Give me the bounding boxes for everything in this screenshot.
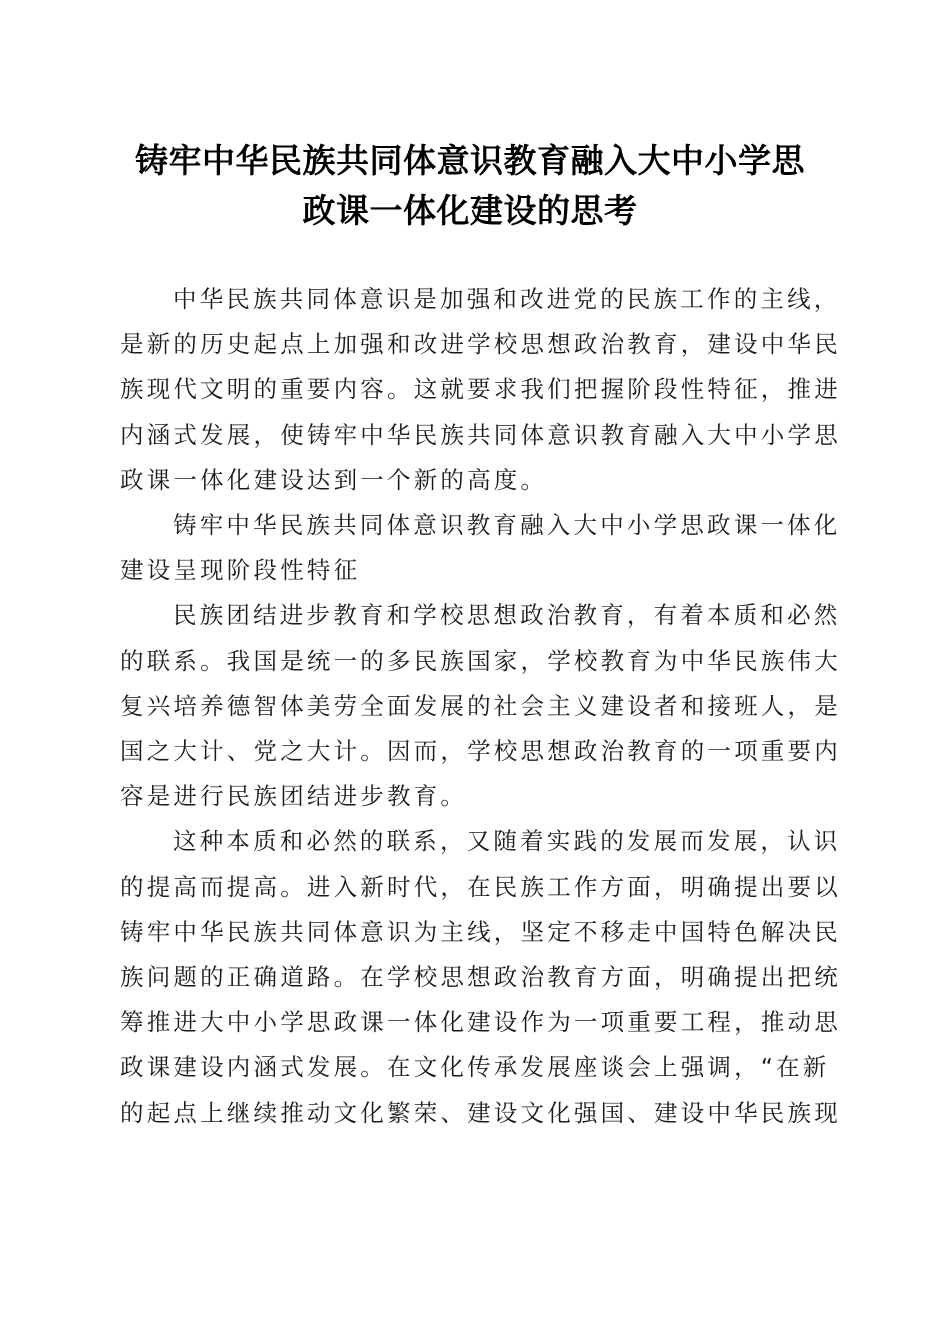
text-line: 中华民族共同体意识是加强和改进党的民族工作的主线， <box>173 285 841 313</box>
document-body <box>120 277 841 1136</box>
paragraph-4 <box>120 819 841 1135</box>
text-line: 筹推进大中小学思政课一体化建设作为一项重要工程，推动思 <box>120 1008 841 1037</box>
text-line: 的联系。我国是统一的多民族国家，学校教育为中华民族伟大 <box>120 646 841 675</box>
text-line: 内涵式发展，使铸牢中华民族共同体意识教育融入大中小学思 <box>120 420 841 449</box>
text-line: 的起点上继续推动文化繁荣、建设文化强国、建设中华民族现 <box>120 1098 841 1127</box>
text-line: 政课一体化建设达到一个新的高度。 <box>120 465 548 494</box>
paragraph-3 <box>120 593 841 819</box>
text-line: 建设呈现阶段性特征 <box>120 556 361 585</box>
title-line-2: 政课一体化建设的思考 <box>302 191 638 230</box>
text-line: 铸牢中华民族共同体意识为主线，坚定不移走中国特色解决民 <box>120 917 841 946</box>
text-line: 复兴培养德智体美劳全面发展的社会主义建设者和接班人，是 <box>120 691 841 720</box>
title-line-1: 铸牢中华民族共同体意识教育融入大中小学思 <box>135 141 805 180</box>
text-line: 政课建设内涵式发展。在文化传承发展座谈会上强调，“在新 <box>120 1053 830 1082</box>
text-line: 容是进行民族团结进步教育。 <box>120 782 468 811</box>
text-line: 铸牢中华民族共同体意识教育融入大中小学思政课一体化 <box>173 511 841 540</box>
text-line: 的提高而提高。进入新时代，在民族工作方面，明确提出要以 <box>120 872 841 901</box>
text-line: 是新的历史起点上加强和改进学校思想政治教育，建设中华民 <box>120 330 841 359</box>
text-line: 族问题的正确道路。在学校思想政治教育方面，明确提出把统 <box>120 963 841 992</box>
text-line: 民族团结进步教育和学校思想政治教育，有着本质和必然 <box>173 601 841 630</box>
text-line: 这种本质和必然的联系，又随着实践的发展而发展，认识 <box>173 827 841 856</box>
section-heading-paragraph <box>120 503 841 593</box>
paragraph-1 <box>120 277 841 503</box>
text-line: 国之大计、党之大计。因而，学校思想政治教育的一项重要内 <box>120 737 841 766</box>
text-line: 族现代文明的重要内容。这就要求我们把握阶段性特征，推进 <box>120 375 841 404</box>
document-title <box>118 136 822 236</box>
